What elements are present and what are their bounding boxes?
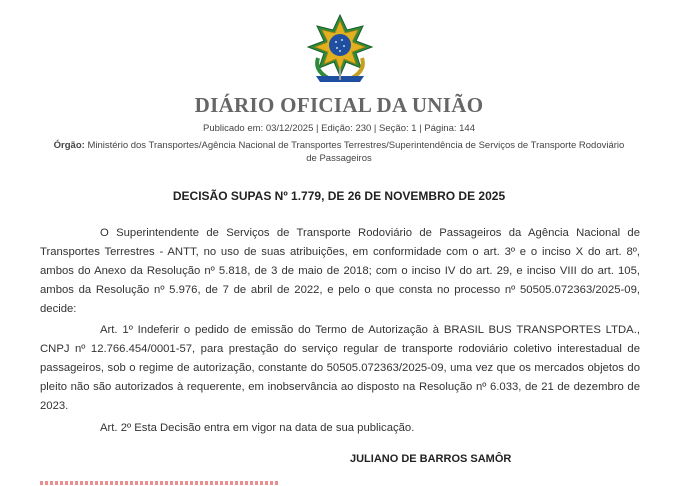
paragraph-preamble: O Superintendente de Serviços de Transporte Rodoviário de Passageiros da Agência Nacional de Transportes Terrestres - ANTT, no uso de suas atribuições, em conformidade com o art. 3º e o inciso X do art. 8º, ambos do Anexo da Resolução nº 5.818, de 3 de maio de 2018; com o inciso IV do art. 29, e inciso VIII do art. 105, ambos da Resolução nº 5.976, de 7 de abril de 2022, e pelo o que consta no processo nº 50505.072363/2025-09, decide: <box>40 227 640 315</box>
signer-name: JULIANO DE BARROS SAMÔR <box>350 453 512 465</box>
cutoff-footer-text <box>40 481 280 485</box>
gazette-title: DIÁRIO OFICIAL DA UNIÃO <box>194 93 484 117</box>
publication-info: Publicado em: 03/12/2025 | Edição: 230 | Seção: 1 | Página: 144 <box>202 123 475 134</box>
organ-value: Ministério dos Transportes/Agência Nacional de Transportes Terrestres/Superintendência de Serviços de Transporte Rodoviário de Passageiros <box>87 140 625 164</box>
paragraph-art-2: Art. 2º Esta Decisão entra em vigor na data de sua publicação. <box>100 422 415 434</box>
organ-label: Órgão: <box>53 140 85 151</box>
organ-line <box>50 139 628 165</box>
decision-heading: DECISÃO SUPAS Nº 1.779, DE 26 DE NOVEMBRO DE 2025 <box>172 189 506 203</box>
paragraph-art-1: Art. 1º Indeferir o pedido de emissão do Termo de Autorização à BRASIL BUS TRANSPORTES LTDA., CNPJ nº 12.766.454/0001-57, para prestação do serviço regular de transporte rodoviário coletivo interestadual de passageiros, sob o regime de autorização, constante do 50505.072363/2025-09, uma vez que os mercados objetos do pleito não são autorizados à requerente, em inobservância ao disposto na Resolução nº 6.033, de 21 de dezembro de 2023. <box>40 324 640 412</box>
coat-of-arms-icon <box>306 14 374 84</box>
